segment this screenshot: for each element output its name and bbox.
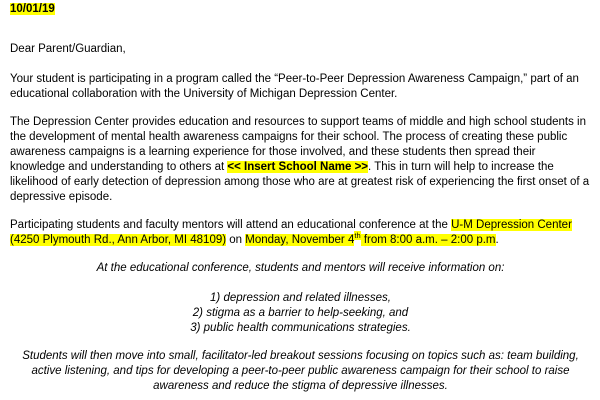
conference-connector: on <box>226 234 246 246</box>
date-highlight: 10/01/19 <box>10 3 55 15</box>
list-item-communications: 3) public health communications strategies. <box>190 322 411 334</box>
date-line <box>10 2 591 17</box>
conference-period: . <box>495 234 499 246</box>
info-list <box>10 291 591 336</box>
list-item-stigma: 2) stigma as a barrier to help-seeking, and <box>192 307 409 319</box>
depression-center-text-after: . This in turn will help to increase the likelihood of early detection of depression among those who are at greatest risk of experiencing the first onset of a depressive episode. <box>10 161 590 203</box>
conference-time-highlight: from 8:00 a.m. – 2:00 p.m <box>360 234 496 246</box>
conference-date-highlight: Monday, November 4 <box>245 234 355 246</box>
salutation: Dear Parent/Guardian, <box>10 43 126 55</box>
list-item-depression: 1) depression and related illnesses, <box>210 292 391 304</box>
paragraph-conference <box>10 218 591 248</box>
paragraph-depression-center <box>10 115 591 205</box>
depression-center-text-before: The Depression Center provides education and resources to support teams of middle and high school students in the development of mental health awareness campaigns for their school. The process of creating these public awareness campaigns is a learning experience for those involved, and these students then spread their knowledge and understanding to others at <box>10 116 586 173</box>
paragraph-program-intro: Your student is participating in a program called the “Peer-to-Peer Depression Awareness Campaign,” part of an educational collaboration with the University of Michigan Depression Center. <box>10 73 579 100</box>
conference-venue-highlight: U-M Depression Center (4250 Plymouth Rd., Ann Arbor, MI 48109) <box>10 219 572 246</box>
paragraph-breakout-sessions: Students will then move into small, facilitator-led breakout sessions focusing on topics such as: team building, active listening, and tips for developing a peer-to-peer public awareness campaign for their school to raise awareness and reduce the stigma of depressive illnesses. <box>22 350 579 392</box>
conference-date-superscript: th <box>354 231 361 241</box>
school-name-placeholder: << Insert School Name >> <box>227 161 369 173</box>
conference-text-before: Participating students and faculty mentors will attend an educational conference at the <box>10 219 452 231</box>
conference-info-note: At the educational conference, students and mentors will receive information on: <box>96 262 505 274</box>
